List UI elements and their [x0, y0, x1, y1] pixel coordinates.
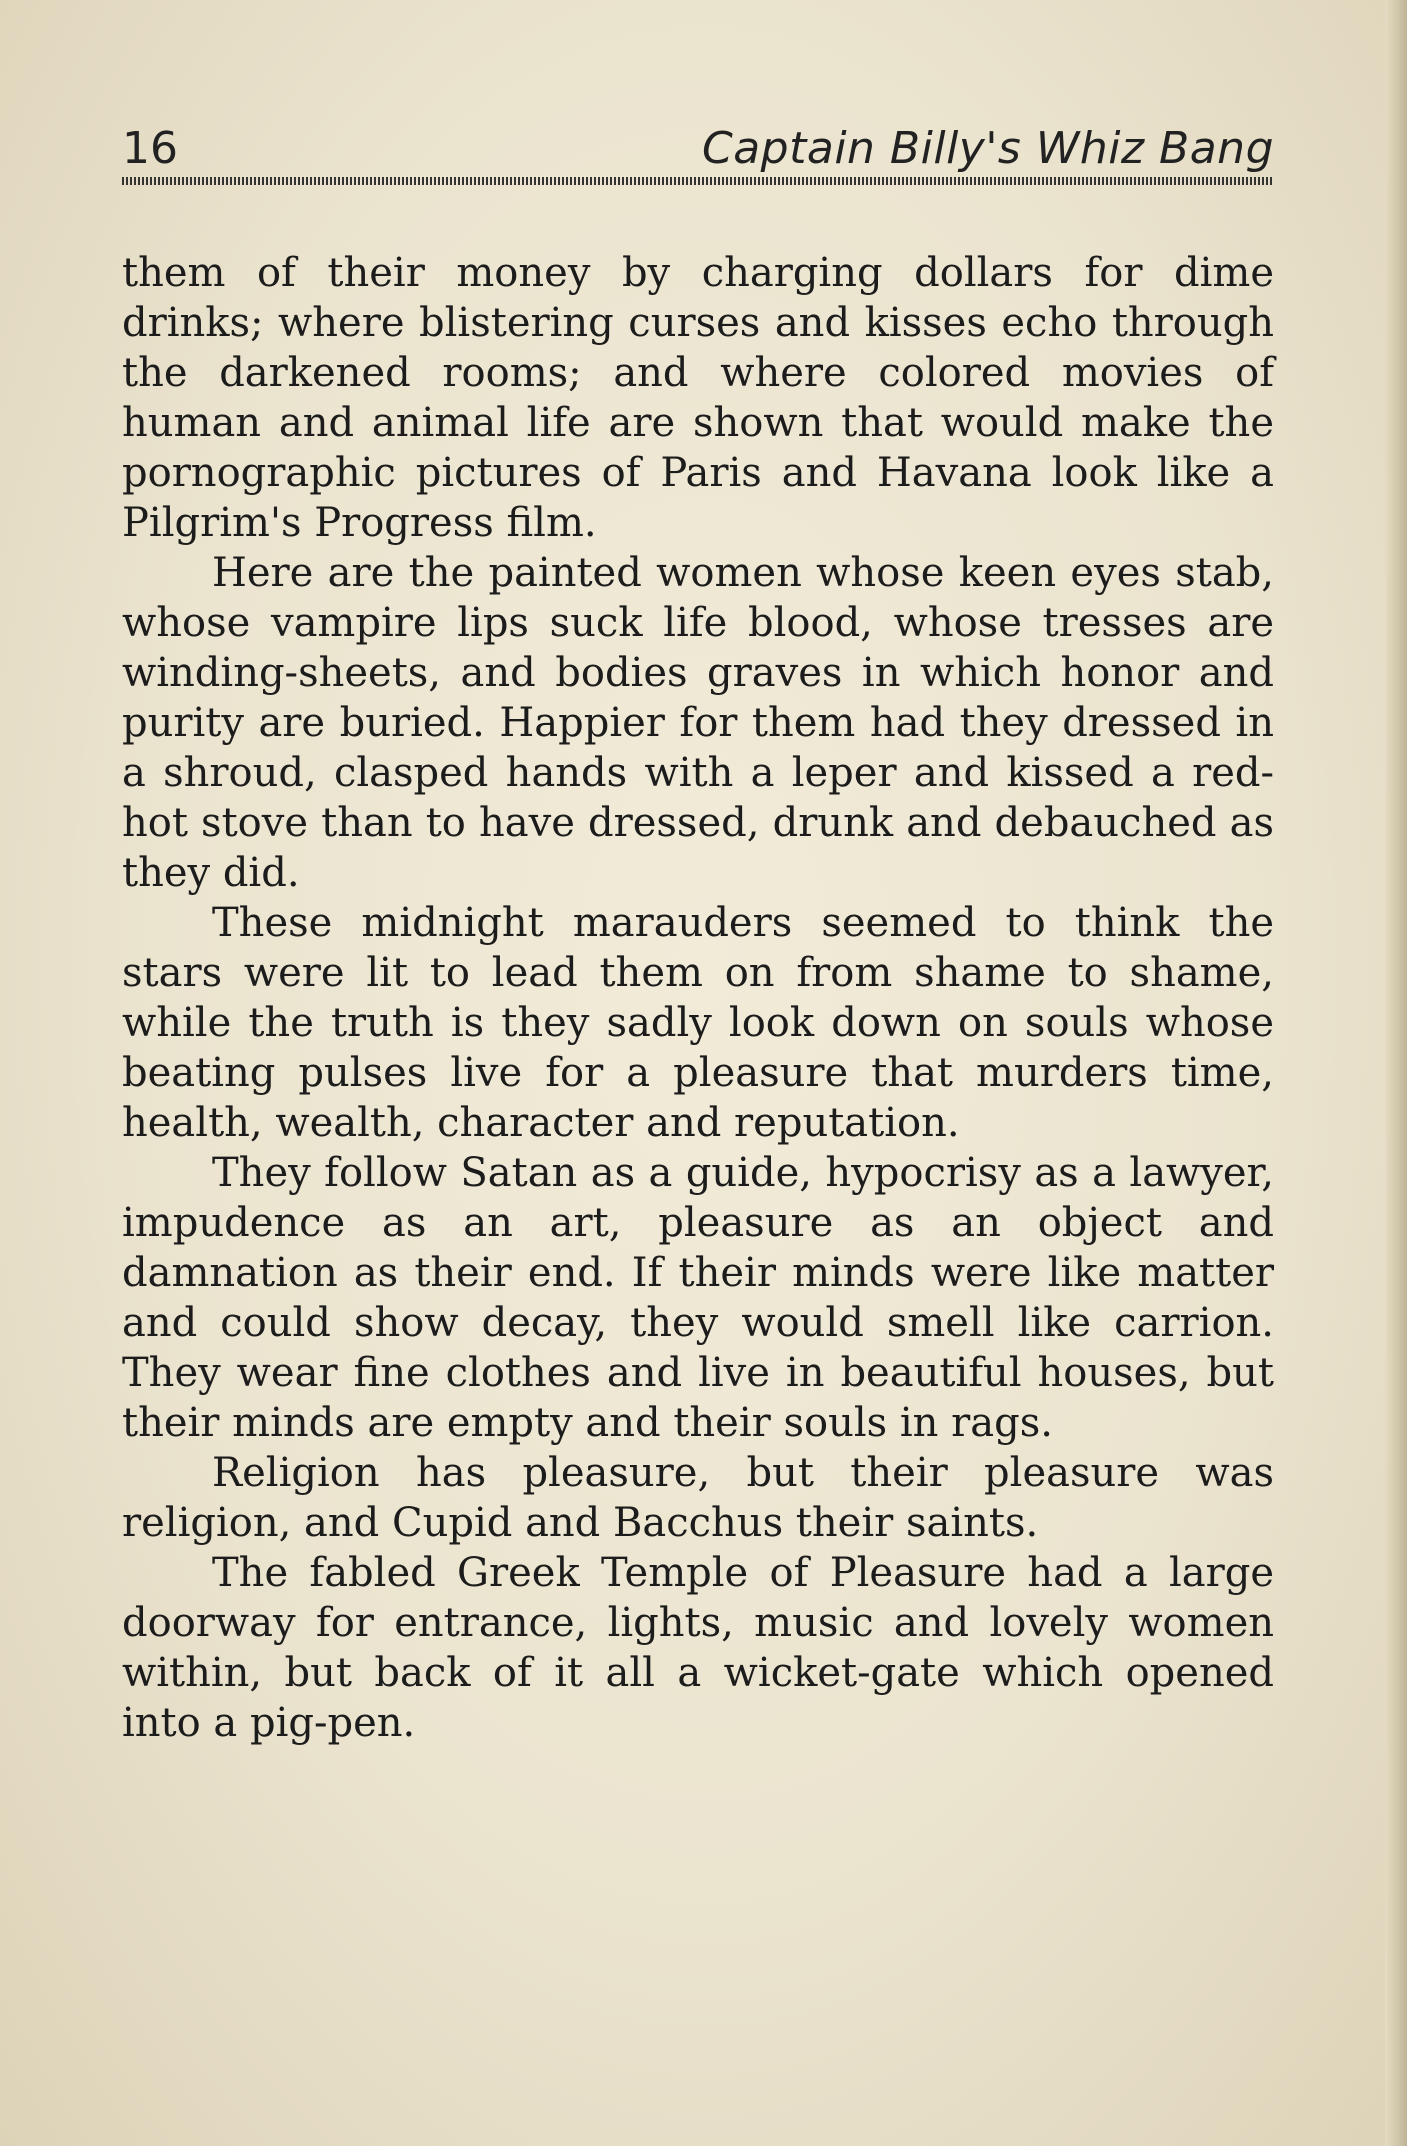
paragraph: them of their money by charging dollars for dime drinks; where blistering curses and kisses echo through the darkened rooms; and where colored movies of human and animal life are shown that would make the pornographic pictures of Paris and Havana look like a Pilgrim's Progress film.: [122, 250, 1274, 546]
paragraph: They follow Satan as a guide, hypocrisy as a lawyer, impudence as an art, pleasure as an object and damnation as their end. If their minds were like matter and could show decay, they would smell like carrion. They wear fine clothes and live in beautiful houses, but their minds are empty and their souls in rags.: [122, 1150, 1274, 1446]
page-edge: [1385, 0, 1407, 2146]
page-number: 16: [122, 123, 178, 174]
body-text: [122, 248, 1274, 1748]
running-title: Captain Billy's Whiz Bang: [702, 123, 1274, 174]
paragraph: These midnight marauders seemed to think the stars were lit to lead them on from shame to shame, while the truth is they sadly look down on souls whose beating pulses live for a pleasure that murders time, health, wealth, character and reputation.: [122, 900, 1274, 1146]
page-header: [122, 118, 1274, 180]
header-rule: [122, 177, 1274, 185]
paragraph: The fabled Greek Temple of Pleasure had a large doorway for entrance, lights, music and lovely women within, but back of it all a wicket-gate which opened into a pig-pen.: [122, 1550, 1274, 1746]
paragraph: Here are the painted women whose keen eyes stab, whose vampire lips suck life blood, whose tresses are winding-sheets, and bodies graves in which honor and purity are buried. Happier for them had they dressed in a shroud, clasped hands with a leper and kissed a red-hot stove than to have dressed, drunk and debauched as they did.: [122, 550, 1274, 896]
paragraph: Religion has pleasure, but their pleasure was religion, and Cupid and Bacchus their saints.: [122, 1450, 1274, 1546]
